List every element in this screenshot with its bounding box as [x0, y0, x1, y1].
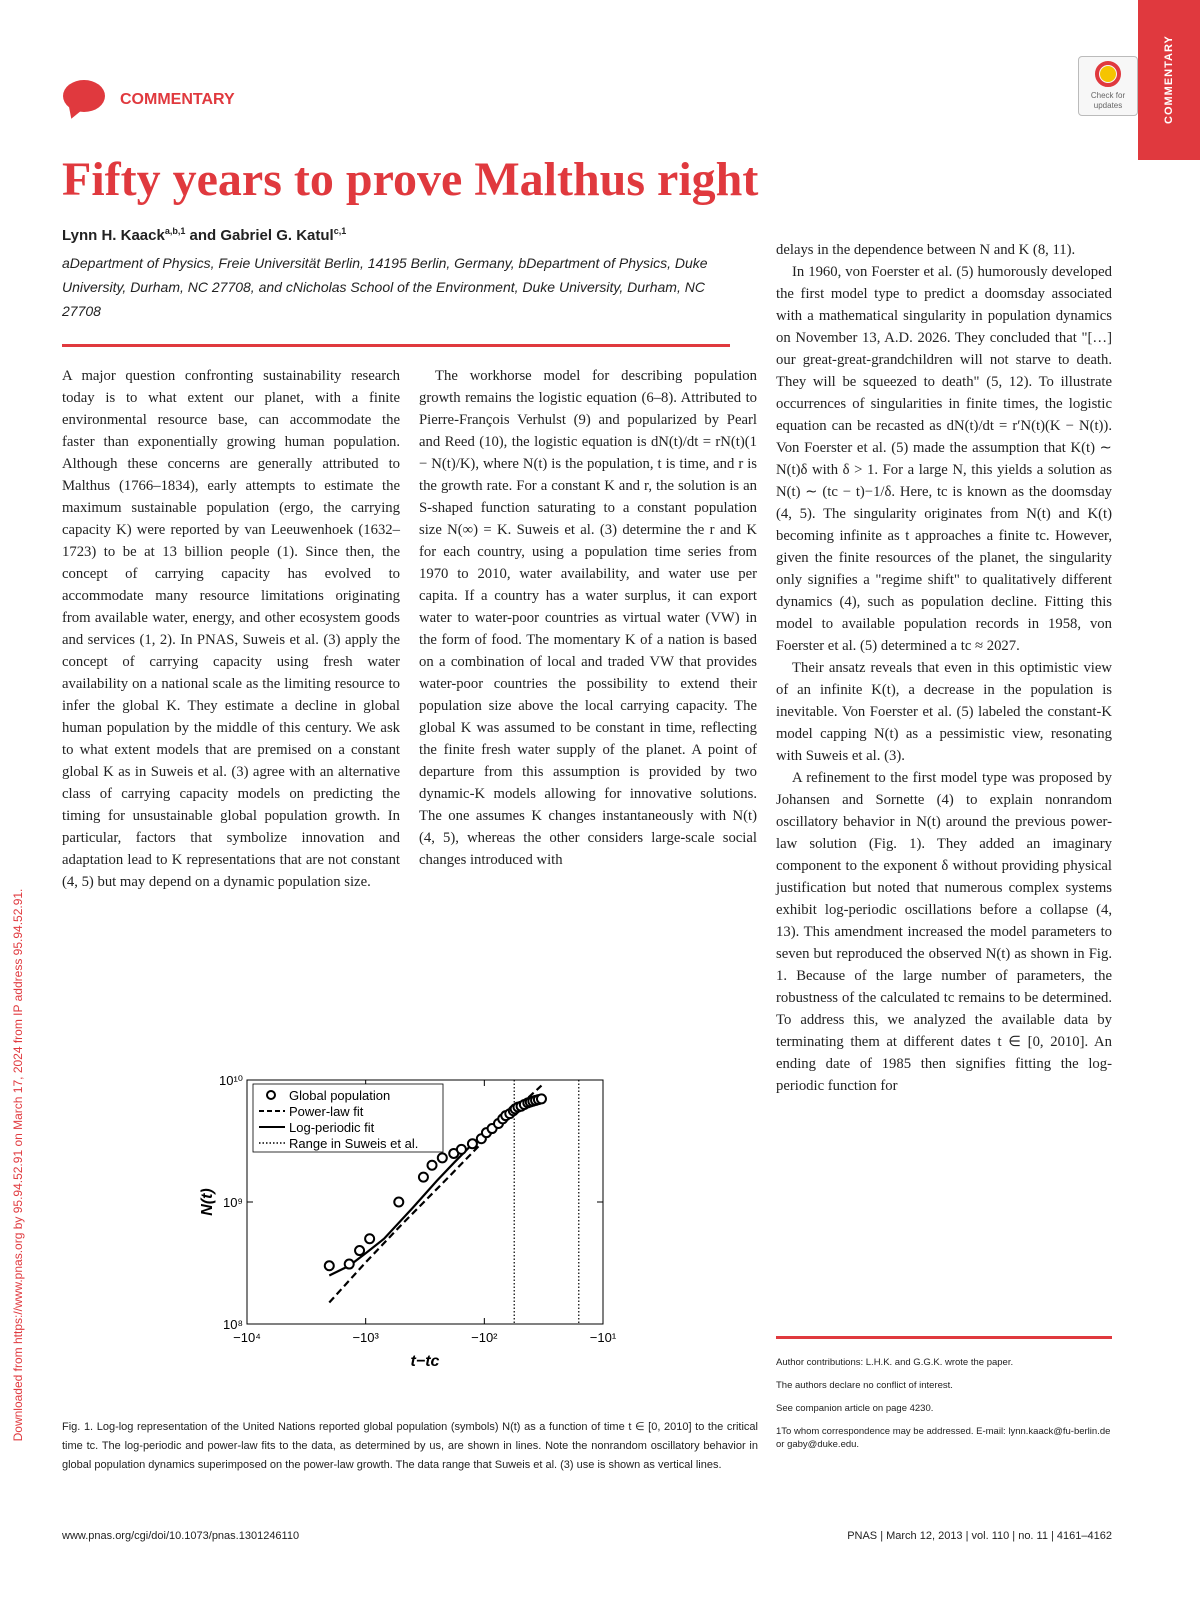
body-column-3 — [776, 239, 1112, 1097]
divider — [776, 1336, 1112, 1339]
data-point — [468, 1139, 477, 1148]
side-tab-label: COMMENTARY — [1163, 35, 1175, 125]
author-name[interactable]: Lynn H. Kaack — [62, 227, 165, 244]
data-point — [325, 1261, 334, 1270]
data-point — [394, 1198, 403, 1207]
x-axis-label: t−tc — [410, 1353, 440, 1368]
legend-label: Global population — [289, 1088, 391, 1103]
legend-label: Log-periodic fit — [289, 1120, 375, 1135]
figure-caption: Fig. 1. Log-log representation of the United Nations reported global population (symbols) N(t) as a function of time t ∈ [0, 2010] to the critical time tc. The log-periodic and power-law fits to the data, as determined by us, are shown in lines. Note the nonrandom oscillatory behavior in global population dynamics superimposed on the power-law growth. The data range that Suweis et al. (3) use is shown as vertical lines. — [62, 1421, 758, 1471]
doi-link[interactable]: www.pnas.org/cgi/doi/10.1073/pnas.1301246110 — [62, 1530, 300, 1542]
legend-label: Range in Suweis et al. — [289, 1136, 419, 1151]
paragraph: A refinement to the first model type was proposed by Johansen and Sornette (4) to explain nonrandom oscillatory behavior in N(t) around the previous power-law solution (Fig. 1). They added an imaginary component to the exponent δ without providing physical justification but noted that numerous complex systems exhibit log-periodic oscillations before a collapse (4, 13). This amendment increased the model parameters to seven but reproduced the observed N(t) as shown in Fig. 1. Because of the large number of parameters, the robustness of the calculated tc remains to be determined. To address this, we analyzed the available data by terminating them at different dates t ∈ [0, 2010]. An ending date of 1985 then signifies fitting the log-periodic function for — [776, 770, 1112, 1094]
paragraph: Their ansatz reveals that even in this optimistic view of an infinite K(t), a decrease in the population is inevitable. Von Foerster et al. (5) labeled the constant-K model capping N(t) as a pessimistic view, resonating with Suweis et al. (3). — [776, 660, 1112, 764]
affiliations: aDepartment of Physics, Freie Universität Berlin, 14195 Berlin, Germany, bDepartment of Physics, Duke University, Durham, NC 27708, and cNicholas School of the Environment, Duke University, Durham, NC 27708 — [62, 255, 708, 319]
data-point — [419, 1173, 428, 1182]
data-point — [537, 1094, 546, 1103]
y-axis-label: N(t) — [199, 1188, 216, 1216]
legend-label: Power-law fit — [289, 1104, 364, 1119]
data-point — [345, 1260, 354, 1269]
conflict-statement: The authors declare no conflict of interest. — [776, 1380, 953, 1391]
x-tick-label: −10⁴ — [233, 1330, 261, 1345]
data-point — [457, 1145, 466, 1154]
paragraph: The workhorse model for describing population growth remains the logistic equation (6–8). Attributed to Pierre-François Verhulst (9) and popularized by Pearl and Reed (10), the logistic equation is dN(t)/dt = rN(t)(1 − N(t)/K), where N(t) is the population, t is time, and r is the growth rate. For a constant K and r, the solution is an S-shaped function saturating to a constant population size N(∞) = K. Suweis et al. (3) determine the r and K for each country, using a population time series from 1970 to 2010, water availability, and water use per capita. If a country has a water surplus, it can export water to water-poor countries as virtual water (VW) in the form of food. The momentary K of a nation is based on a combination of local and traded VW that provides water-poor countries the possibility to extend their population size above the local carrying capacity. The global K was assumed to be constant in time, reflecting the finite fresh water supply of the planet. A point of departure from this assumption is provided by two dynamic-K models allowing for innovative solutions. The one assumes K changes instantaneously with N(t) (4, 5), whereas the other considers large-scale social changes introduced with — [419, 368, 757, 868]
data-point — [438, 1153, 447, 1162]
divider — [62, 344, 730, 347]
y-tick-label: 10⁹ — [222, 1195, 243, 1210]
check-for-updates-badge[interactable]: Check for updates — [1078, 56, 1138, 116]
commentary-bubble-icon — [63, 80, 105, 112]
journal-citation: PNAS | March 12, 2013 | vol. 110 | no. 11 | 4161–4162 — [847, 1530, 1112, 1542]
x-tick-label: −10² — [471, 1330, 498, 1345]
x-tick-label: −10³ — [352, 1330, 379, 1345]
y-tick-label: 10⁸ — [223, 1317, 243, 1332]
paragraph: In 1960, von Foerster et al. (5) humorously developed the first model type to predict a doomsday associated with a mathematical singularity in population dynamics on November 13, A.D. 2026. They concluded that "[…] our great-great-grandchildren will not starve to death. They will be squeezed to death" (5, 12). To illustrate occurrences of singularities in finite times, the logistic equation can be recasted as dN(t)/dt = r′N(t)(K − N(t)). Von Foerster et al. (5) made the assumption that K(t) ∼ N(t)δ with δ > 1. For a large N, this yields a solution as N(t) ∼ (tc − t)−1/δ. Here, tc is known as the doomsday (4, 5). The singularity originates from N(t) and K(t) becoming infinite as t approaches a finite tc. However, given the finite resources of the planet, the singularity only signifies a "regime shift" to qualitatively different dynamics (4), such as population decline. Fitting this model to available population records in 1958, von Foerster et al. (5) determined a tc ≈ 2027. — [776, 264, 1112, 654]
x-tick-label: −10¹ — [589, 1330, 617, 1345]
author-name[interactable]: Gabriel G. Katul — [220, 227, 334, 244]
paragraph: A major question confronting sustainability research today is to what extent our planet, with a finite environmental resource base, can accommodate the faster than exponentially growing human population. Although these concerns are generally attributed to Malthus (1766–1834), early attempts to estimate the maximum sustainable population (ergo, the carrying capacity K) were reported by van Leeuwenhoek (1632–1723) to be at 13 billion people (1). Since then, the concept of carrying capacity has evolved to accommodate many resource limitations originating from available water, energy, and other ecosystem goods and services (1, 2). In PNAS, Suweis et al. (3) apply the concept of carrying capacity using fresh water availability on a national scale as the limiting resource to infer the global K. They estimate a decline in global human population by the middle of this century. We ask to what extent models that are premised on a constant global K as in Suweis et al. (3) agree with an alternative class of carrying capacity models on predicting the timing for unsustainable global population growth. In particular, factors that symbolize innovation and adaptation lead to K representations that are not constant (4, 5) but may depend on a dynamic population size. — [62, 368, 400, 890]
author-contributions: Author contributions: L.H.K. and G.G.K. wrote the paper. — [776, 1357, 1014, 1368]
population-chart — [190, 1068, 630, 1368]
author-notes — [776, 1356, 1112, 1461]
companion-article[interactable]: See companion article on page 4230. — [776, 1403, 934, 1414]
legend-marker — [267, 1091, 275, 1099]
body-column-2 — [419, 365, 757, 871]
author-line: Lynn H. Kaack$^{a,b,1}$ and Gabriel G. Katul$^{c,1}$ — [62, 226, 347, 244]
y-tick-label: 10¹⁰ — [218, 1073, 243, 1088]
data-point — [355, 1246, 364, 1255]
section-label: COMMENTARY — [120, 91, 235, 108]
body-column-1 — [62, 365, 400, 893]
paragraph: delays in the dependence between N and K (8, 11). — [776, 242, 1076, 258]
correspondence[interactable]: 1To whom correspondence may be addressed. E-mail: lynn.kaack@fu-berlin.de or gaby@duke.edu. — [776, 1426, 1111, 1450]
data-point — [428, 1161, 437, 1170]
data-point — [365, 1234, 374, 1243]
figure-1 — [190, 1068, 630, 1368]
download-notice: Downloaded from https://www.pnas.org by 95.94.52.91 on March 17, 2024 from IP address 95.94.52.91. — [11, 888, 25, 1442]
article-title: Fifty years to prove Malthus right — [62, 153, 759, 206]
